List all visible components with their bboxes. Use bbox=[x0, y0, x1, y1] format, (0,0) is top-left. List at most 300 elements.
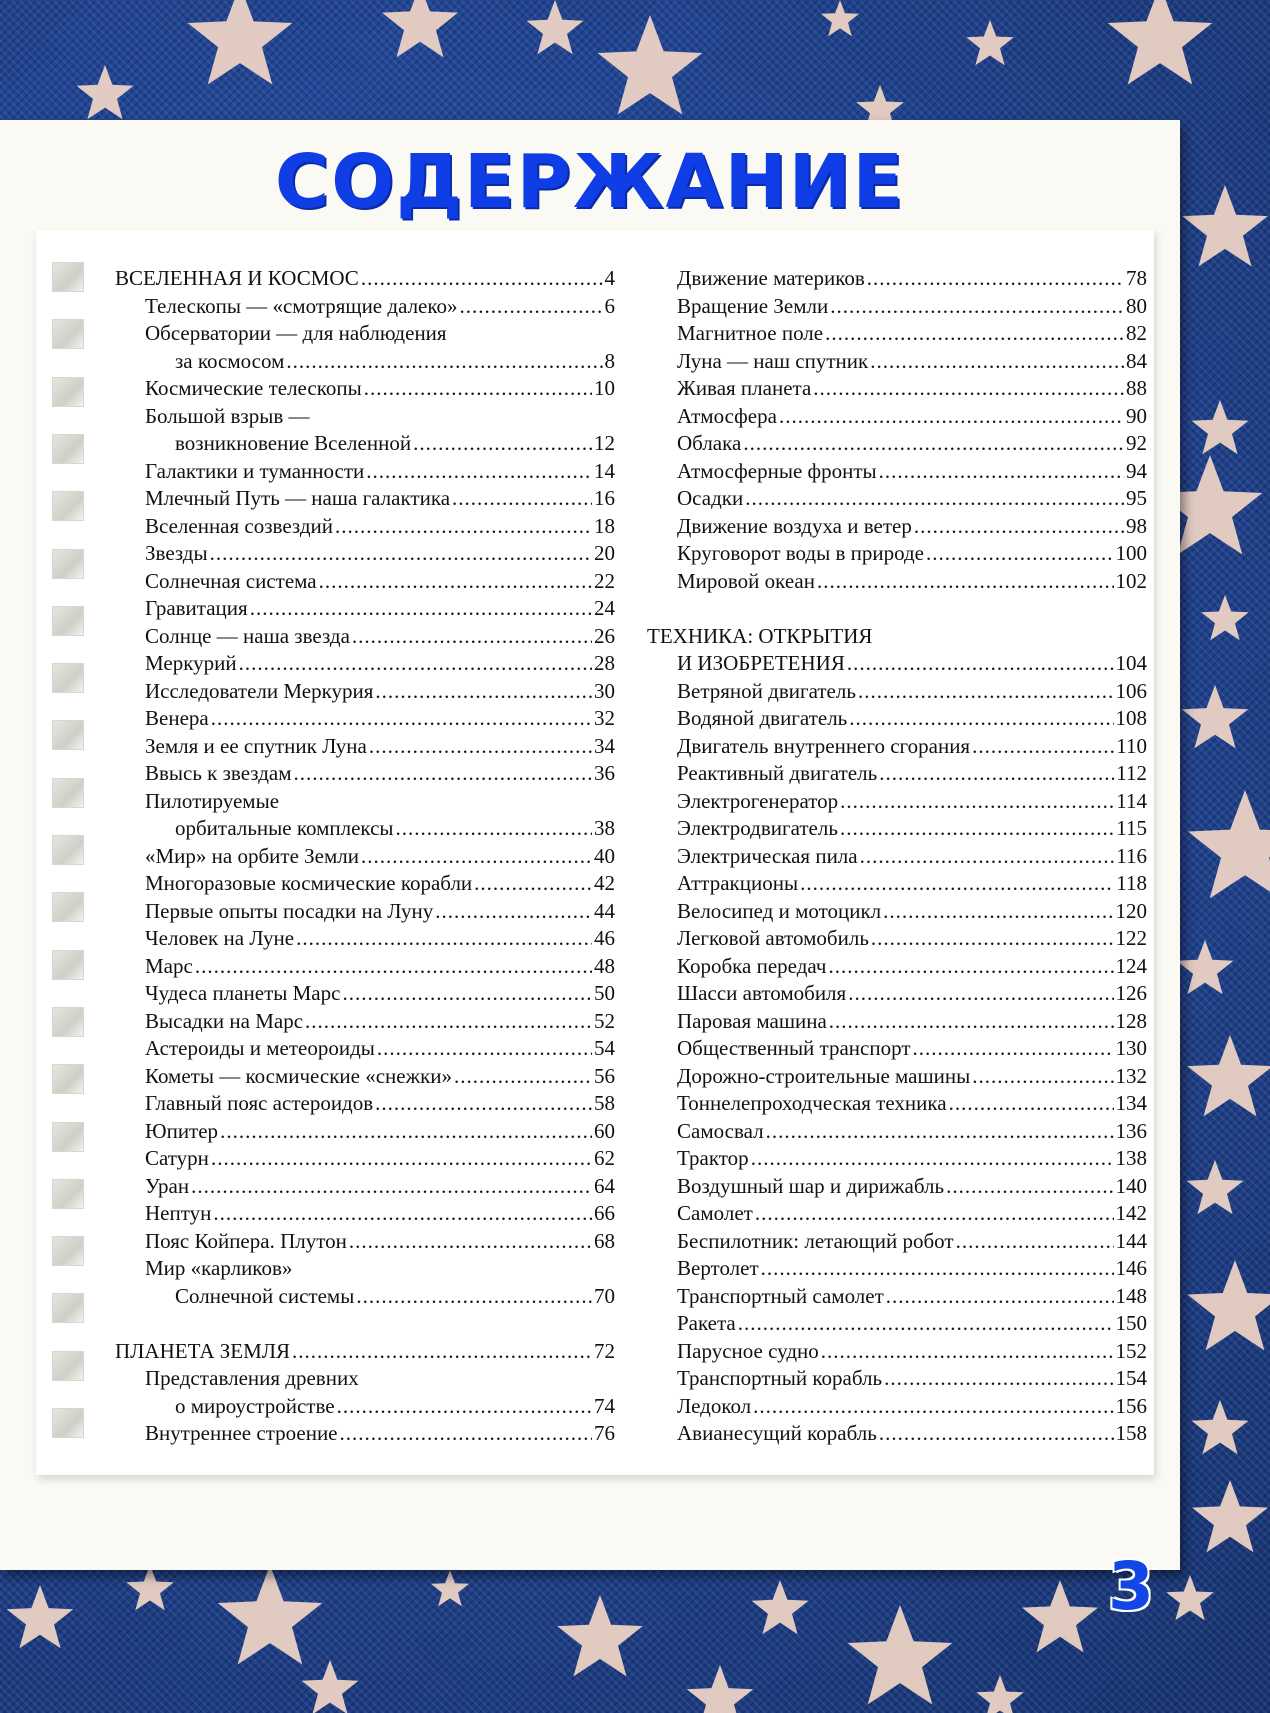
toc-entry-title: Воздушный шар и дирижабль bbox=[677, 1173, 945, 1198]
dot-leader bbox=[211, 1145, 592, 1173]
notebook-rings bbox=[52, 262, 86, 1462]
dot-leader bbox=[220, 1118, 592, 1146]
toc-entry-title: Парусное судно bbox=[677, 1338, 819, 1363]
toc-entry-title: Двигатель внутреннего сгорания bbox=[677, 733, 971, 758]
toc-page-number: 20 bbox=[594, 541, 615, 565]
ring-hole bbox=[52, 549, 84, 579]
toc-entry[interactable] bbox=[115, 1145, 615, 1173]
star-decoration bbox=[188, 0, 293, 85]
star-decoration bbox=[218, 1565, 323, 1665]
dot-leader bbox=[849, 705, 1113, 733]
dot-leader bbox=[830, 293, 1124, 321]
ring-hole bbox=[52, 491, 84, 521]
star-decoration bbox=[1192, 1400, 1249, 1454]
toc-entry[interactable] bbox=[115, 733, 615, 761]
toc-entry[interactable] bbox=[115, 843, 615, 871]
dot-leader bbox=[755, 1200, 1114, 1228]
star-decoration bbox=[1108, 0, 1213, 85]
toc-entry[interactable] bbox=[647, 980, 1147, 1008]
toc-page-number: 58 bbox=[594, 1091, 615, 1115]
star-decoration bbox=[1022, 1580, 1098, 1652]
toc-page-number: 108 bbox=[1115, 706, 1147, 730]
ring-hole bbox=[52, 950, 84, 980]
ring-hole bbox=[52, 1351, 84, 1381]
ring-hole bbox=[52, 606, 84, 636]
toc-entry[interactable] bbox=[647, 1173, 1147, 1201]
dot-leader bbox=[870, 348, 1124, 376]
toc-entry[interactable] bbox=[647, 1420, 1147, 1448]
dot-leader bbox=[766, 1118, 1114, 1146]
dot-leader bbox=[840, 815, 1114, 843]
toc-page-number: 158 bbox=[1115, 1421, 1147, 1445]
star-decoration bbox=[1187, 1160, 1244, 1214]
toc-entry-title: Вращение Земли bbox=[677, 293, 829, 318]
toc-entry[interactable] bbox=[647, 1365, 1147, 1393]
toc-entry[interactable] bbox=[115, 1365, 615, 1393]
toc-entry[interactable] bbox=[115, 513, 615, 541]
toc-page-number: 148 bbox=[1115, 1283, 1147, 1308]
toc-entry[interactable] bbox=[647, 1283, 1147, 1311]
toc-page-number: 70 bbox=[594, 1283, 615, 1308]
toc-entry[interactable] bbox=[115, 650, 615, 678]
dot-leader bbox=[879, 1420, 1114, 1448]
toc-entry[interactable] bbox=[115, 430, 615, 458]
toc-page-number: 144 bbox=[1115, 1228, 1147, 1253]
star-decoration bbox=[821, 0, 859, 36]
toc-page-number: 102 bbox=[1115, 568, 1147, 593]
toc-page-number: 26 bbox=[594, 623, 615, 648]
toc-entry-title: Электрогенератор bbox=[677, 788, 839, 813]
toc-page-number: 50 bbox=[594, 981, 615, 1005]
dot-leader bbox=[413, 430, 592, 458]
toc-page-number: 110 bbox=[1116, 733, 1147, 758]
toc-entry[interactable] bbox=[115, 1173, 615, 1201]
ring-hole bbox=[52, 1236, 84, 1266]
toc-entry[interactable] bbox=[115, 485, 615, 513]
dot-leader bbox=[286, 348, 602, 376]
toc-entry[interactable] bbox=[647, 870, 1147, 898]
toc-entry[interactable] bbox=[647, 1118, 1147, 1146]
star-decoration bbox=[1182, 685, 1249, 748]
toc-left-column bbox=[115, 265, 615, 1448]
dot-leader bbox=[886, 1283, 1114, 1311]
toc-page-number: 18 bbox=[594, 513, 615, 538]
dot-leader bbox=[779, 403, 1124, 431]
toc-entry[interactable] bbox=[115, 1420, 615, 1448]
toc-entry[interactable] bbox=[115, 568, 615, 596]
toc-entry-title: Транспортный корабль bbox=[677, 1366, 883, 1390]
toc-entry-title: Обсерватории — для наблюдения bbox=[145, 321, 447, 345]
toc-entry-title: Телескопы — «смотрящие далеко» bbox=[145, 293, 458, 318]
toc-entry-title: Легковой автомобиль bbox=[677, 926, 869, 950]
toc-entry[interactable] bbox=[647, 898, 1147, 926]
star-decoration bbox=[966, 20, 1014, 65]
toc-entry[interactable] bbox=[647, 265, 1147, 293]
toc-page-number: 40 bbox=[594, 843, 615, 868]
toc-entry-title: Ледокол bbox=[677, 1393, 752, 1418]
toc-entry-title: Электрическая пила bbox=[677, 843, 858, 868]
toc-entry[interactable] bbox=[115, 1008, 615, 1036]
ring-hole bbox=[52, 319, 84, 349]
dot-leader bbox=[860, 843, 1115, 871]
dot-leader bbox=[847, 650, 1114, 678]
toc-entry-title: Представления древних bbox=[145, 1366, 359, 1390]
dot-leader bbox=[751, 1145, 1114, 1173]
toc-page-number: 138 bbox=[1115, 1146, 1147, 1170]
toc-entry[interactable] bbox=[115, 1338, 615, 1366]
toc-entry-title: Мировой океан bbox=[677, 568, 815, 593]
toc-page-number: 116 bbox=[1116, 843, 1147, 868]
toc-page-number: 52 bbox=[594, 1008, 615, 1033]
toc-page-number: 112 bbox=[1116, 761, 1147, 785]
toc-entry-title: «Мир» на орбите Земли bbox=[145, 843, 359, 868]
ring-hole bbox=[52, 1293, 84, 1323]
toc-entry-title: Беспилотник: летающий робот bbox=[677, 1228, 954, 1253]
dot-leader bbox=[972, 1063, 1113, 1091]
toc-entry-title: Пояс Койпера. Плутон bbox=[145, 1228, 347, 1253]
toc-entry-title: Внутреннее строение bbox=[145, 1421, 338, 1445]
toc-entry[interactable] bbox=[647, 568, 1147, 596]
toc-entry[interactable] bbox=[115, 375, 615, 403]
toc-entry[interactable] bbox=[647, 815, 1147, 843]
toc-entry[interactable] bbox=[115, 980, 615, 1008]
star-decoration bbox=[1201, 595, 1249, 640]
toc-entry[interactable] bbox=[115, 815, 615, 843]
toc-entry-title: Осадки bbox=[677, 486, 744, 510]
toc-entry-title: Галактики и туманности bbox=[145, 458, 365, 483]
dot-leader bbox=[396, 815, 592, 843]
toc-entry[interactable] bbox=[115, 403, 615, 431]
ring-hole bbox=[52, 377, 84, 407]
toc-entry[interactable] bbox=[115, 320, 615, 348]
toc-entry[interactable] bbox=[647, 1145, 1147, 1173]
toc-spacer bbox=[647, 595, 1147, 623]
dot-leader bbox=[829, 1008, 1114, 1036]
toc-page-number: 100 bbox=[1115, 541, 1147, 565]
toc-entry[interactable] bbox=[647, 843, 1147, 871]
star-decoration bbox=[1192, 1480, 1268, 1552]
toc-entry[interactable] bbox=[647, 1063, 1147, 1091]
dot-leader bbox=[435, 898, 592, 926]
toc-page-number: 88 bbox=[1126, 376, 1147, 400]
dot-leader bbox=[375, 678, 592, 706]
toc-page-number: 115 bbox=[1116, 816, 1147, 840]
dot-leader bbox=[342, 980, 592, 1008]
toc-entry-title: Ветряной двигатель bbox=[677, 678, 856, 703]
toc-entry[interactable] bbox=[647, 1255, 1147, 1283]
toc-entry[interactable] bbox=[647, 1310, 1147, 1338]
toc-entry[interactable] bbox=[115, 265, 615, 293]
toc-entry-title: Чудеса планеты Марс bbox=[145, 981, 341, 1005]
toc-entry[interactable] bbox=[115, 540, 615, 568]
star-decoration bbox=[752, 1580, 809, 1634]
toc-entry[interactable] bbox=[115, 623, 615, 651]
dot-leader bbox=[211, 705, 592, 733]
toc-page-number: 8 bbox=[604, 348, 615, 373]
toc-entry[interactable] bbox=[647, 320, 1147, 348]
dot-leader bbox=[452, 485, 592, 513]
toc-entry[interactable] bbox=[115, 788, 615, 816]
toc-entry-title: Коробка передач bbox=[677, 953, 827, 978]
toc-page-number: 94 bbox=[1126, 458, 1147, 483]
toc-entry-title: Астероиды и метеороиды bbox=[145, 1036, 375, 1060]
star-decoration bbox=[1166, 1575, 1214, 1620]
toc-entry-title: Многоразовые космические корабли bbox=[145, 871, 473, 895]
toc-page-number: 24 bbox=[594, 596, 615, 620]
toc-entry[interactable] bbox=[115, 870, 615, 898]
toc-page-number: 82 bbox=[1126, 321, 1147, 345]
toc-entry[interactable] bbox=[647, 485, 1147, 513]
toc-entry[interactable] bbox=[115, 1063, 615, 1091]
toc-entry-title: Человек на Луне bbox=[145, 926, 295, 950]
toc-entry-title: Движение материков bbox=[677, 266, 865, 290]
star-decoration bbox=[382, 0, 458, 57]
toc-entry-title: Водяной двигатель bbox=[677, 706, 848, 730]
dot-leader bbox=[879, 458, 1124, 486]
toc-entry[interactable] bbox=[115, 678, 615, 706]
toc-page-number: 118 bbox=[1116, 871, 1147, 895]
toc-entry[interactable] bbox=[647, 650, 1147, 678]
toc-entry-title: Транспортный самолет bbox=[677, 1283, 884, 1308]
dot-leader bbox=[377, 1035, 592, 1063]
ring-hole bbox=[52, 663, 84, 693]
toc-entry-title: Звезды bbox=[145, 541, 208, 565]
toc-entry[interactable] bbox=[647, 1090, 1147, 1118]
toc-spacer bbox=[115, 1310, 615, 1338]
toc-entry-title: ПЛАНЕТА ЗЕМЛЯ bbox=[115, 1338, 291, 1363]
dot-leader bbox=[913, 1035, 1114, 1063]
toc-page-number: 134 bbox=[1115, 1091, 1147, 1115]
dot-leader bbox=[858, 678, 1114, 706]
toc-page-number: 72 bbox=[594, 1338, 615, 1363]
toc-page-number: 30 bbox=[594, 678, 615, 703]
toc-entry[interactable] bbox=[647, 430, 1147, 458]
star-decoration bbox=[598, 15, 703, 115]
toc-entry-title: Магнитное поле bbox=[677, 321, 824, 345]
toc-entry[interactable] bbox=[647, 348, 1147, 376]
toc-entry[interactable] bbox=[647, 293, 1147, 321]
dot-leader bbox=[871, 925, 1114, 953]
toc-entry[interactable] bbox=[115, 1035, 615, 1063]
dot-leader bbox=[761, 1255, 1114, 1283]
dot-leader bbox=[743, 430, 1124, 458]
toc-entry-title: Меркурий bbox=[145, 651, 237, 675]
toc-entry-title: Самолет bbox=[677, 1201, 753, 1225]
toc-entry-title: Уран bbox=[145, 1173, 190, 1198]
dot-leader bbox=[239, 650, 592, 678]
toc-entry-title: Высадки на Марс bbox=[145, 1008, 304, 1033]
toc-entry-title: Пилотируемые bbox=[145, 788, 280, 813]
toc-page-number: 64 bbox=[594, 1173, 615, 1198]
toc-page-number: 104 bbox=[1115, 651, 1147, 675]
toc-entry[interactable] bbox=[647, 403, 1147, 431]
dot-leader bbox=[195, 953, 592, 981]
toc-entry-title: Сатурн bbox=[145, 1146, 209, 1170]
dot-leader bbox=[375, 1090, 592, 1118]
dot-leader bbox=[883, 898, 1113, 926]
dot-leader bbox=[813, 375, 1124, 403]
dot-leader bbox=[191, 1173, 592, 1201]
toc-entry[interactable] bbox=[115, 1255, 615, 1283]
toc-entry[interactable] bbox=[115, 705, 615, 733]
toc-page-number: 84 bbox=[1126, 348, 1147, 373]
dot-leader bbox=[213, 1200, 592, 1228]
toc-right-column bbox=[647, 265, 1147, 1448]
toc-page-number: 74 bbox=[594, 1393, 615, 1418]
toc-entry-title: Солнце — наша звезда bbox=[145, 623, 350, 648]
toc-entry-title: Земля и ее спутник Луна bbox=[145, 733, 367, 758]
dot-leader bbox=[840, 788, 1114, 816]
toc-page-number: 46 bbox=[594, 926, 615, 950]
dot-leader bbox=[946, 1173, 1113, 1201]
toc-entry-title: Вертолет bbox=[677, 1256, 759, 1280]
dot-leader bbox=[294, 760, 592, 788]
toc-entry-title: о мироустройстве bbox=[175, 1393, 335, 1418]
toc-entry[interactable] bbox=[647, 1228, 1147, 1256]
toc-page-number: 32 bbox=[594, 706, 615, 730]
toc-entry-title: Аттракционы bbox=[677, 871, 799, 895]
toc-entry[interactable] bbox=[647, 1393, 1147, 1421]
toc-entry[interactable] bbox=[115, 925, 615, 953]
dot-leader bbox=[292, 1338, 592, 1366]
toc-entry[interactable] bbox=[647, 1008, 1147, 1036]
star-decoration bbox=[1177, 940, 1234, 994]
toc-entry-title: ВСЕЛЕННАЯ И КОСМОС bbox=[115, 266, 359, 290]
toc-page-number: 124 bbox=[1115, 953, 1147, 978]
toc-entry-title: Атмосфера bbox=[677, 403, 777, 428]
toc-page-number: 150 bbox=[1115, 1311, 1147, 1335]
toc-entry-title: Первые опыты посадки на Луну bbox=[145, 898, 434, 923]
toc-page-number: 76 bbox=[594, 1421, 615, 1445]
toc-entry[interactable] bbox=[647, 705, 1147, 733]
toc-page-number: 136 bbox=[1115, 1118, 1147, 1143]
toc-entry[interactable] bbox=[115, 1393, 615, 1421]
toc-entry-title: Авианесущий корабль bbox=[677, 1421, 877, 1445]
toc-entry-title: Мир «карликов» bbox=[145, 1256, 293, 1280]
toc-entry-title: Трактор bbox=[677, 1146, 749, 1170]
toc-entry[interactable] bbox=[115, 1200, 615, 1228]
toc-entry[interactable] bbox=[115, 595, 615, 623]
toc-entry[interactable] bbox=[115, 760, 615, 788]
star-decoration bbox=[848, 1605, 953, 1705]
toc-page-number: 140 bbox=[1115, 1173, 1147, 1198]
toc-entry-title: Велосипед и мотоцикл bbox=[677, 898, 882, 923]
toc-entry[interactable] bbox=[647, 623, 1147, 651]
star-decoration bbox=[302, 1660, 359, 1713]
page-title: СОДЕРЖАНИЕ bbox=[274, 139, 906, 225]
star-decoration bbox=[557, 1595, 643, 1676]
toc-entry[interactable] bbox=[647, 458, 1147, 486]
ring-hole bbox=[52, 1179, 84, 1209]
toc-entry[interactable] bbox=[647, 1200, 1147, 1228]
toc-entry-title: Живая планета bbox=[677, 376, 812, 400]
dot-leader bbox=[349, 1228, 592, 1256]
toc-entry-title: Реактивный двигатель bbox=[677, 761, 878, 785]
toc-entry[interactable] bbox=[115, 898, 615, 926]
toc-page-number: 78 bbox=[1126, 266, 1147, 290]
dot-leader bbox=[335, 513, 592, 541]
toc-entry[interactable] bbox=[115, 1283, 615, 1311]
toc-page-number: 66 bbox=[594, 1201, 615, 1225]
toc-entry-title: Гравитация bbox=[145, 596, 248, 620]
toc-page-number: 126 bbox=[1115, 981, 1147, 1005]
toc-entry[interactable] bbox=[115, 1090, 615, 1118]
toc-entry-title: орбитальные комплексы bbox=[175, 816, 394, 840]
toc-entry[interactable] bbox=[115, 1228, 615, 1256]
dot-leader bbox=[366, 458, 592, 486]
toc-entry-title: Главный пояс астероидов bbox=[145, 1091, 374, 1115]
toc-entry[interactable] bbox=[647, 1338, 1147, 1366]
star-decoration bbox=[126, 1565, 174, 1610]
dot-leader bbox=[914, 513, 1124, 541]
star-decoration bbox=[527, 0, 584, 54]
toc-entry[interactable] bbox=[115, 458, 615, 486]
toc-page-number: 98 bbox=[1126, 513, 1147, 538]
toc-entry[interactable] bbox=[647, 760, 1147, 788]
toc-entry[interactable] bbox=[647, 540, 1147, 568]
toc-entry[interactable] bbox=[647, 788, 1147, 816]
dot-leader bbox=[361, 843, 592, 871]
dot-leader bbox=[817, 568, 1114, 596]
toc-page-number: 14 bbox=[594, 458, 615, 483]
toc-page-number: 60 bbox=[594, 1118, 615, 1143]
toc-page-number: 62 bbox=[594, 1146, 615, 1170]
toc-entry[interactable] bbox=[647, 953, 1147, 981]
dot-leader bbox=[884, 1365, 1113, 1393]
toc-page-number: 106 bbox=[1115, 678, 1147, 703]
toc-page-number: 128 bbox=[1115, 1008, 1147, 1033]
toc-entry[interactable] bbox=[647, 1035, 1147, 1063]
toc-entry[interactable] bbox=[647, 678, 1147, 706]
star-decoration bbox=[687, 1665, 754, 1713]
dot-leader bbox=[821, 1338, 1114, 1366]
toc-entry[interactable] bbox=[647, 513, 1147, 541]
toc-page-number: 146 bbox=[1115, 1256, 1147, 1280]
toc-entry[interactable] bbox=[115, 1118, 615, 1146]
star-decoration bbox=[1187, 1035, 1270, 1116]
dot-leader bbox=[745, 485, 1124, 513]
toc-page-number: 34 bbox=[594, 733, 615, 758]
toc-entry-title: Атмосферные фронты bbox=[677, 458, 877, 483]
star-decoration bbox=[7, 1585, 74, 1648]
toc-entry[interactable] bbox=[115, 953, 615, 981]
dot-leader bbox=[867, 265, 1124, 293]
toc-entry-title: Марс bbox=[145, 953, 193, 978]
toc-entry[interactable] bbox=[647, 733, 1147, 761]
toc-entry[interactable] bbox=[115, 293, 615, 321]
toc-page-number: 22 bbox=[594, 568, 615, 593]
toc-entry-title: Исследователи Меркурия bbox=[145, 678, 374, 703]
toc-entry-title: Солнечная система bbox=[145, 568, 317, 593]
page-number: 3 bbox=[1108, 1548, 1154, 1625]
toc-entry[interactable] bbox=[647, 925, 1147, 953]
dot-leader bbox=[369, 733, 592, 761]
star-decoration bbox=[431, 1570, 469, 1606]
toc-entry[interactable] bbox=[115, 348, 615, 376]
toc-entry-title: Движение воздуха и ветер bbox=[677, 513, 912, 538]
dot-leader bbox=[337, 1393, 592, 1421]
ring-hole bbox=[52, 1122, 84, 1152]
toc-entry-title: Луна — наш спутник bbox=[677, 348, 869, 373]
toc-entry[interactable] bbox=[647, 375, 1147, 403]
toc-page-number: 68 bbox=[594, 1228, 615, 1253]
toc-entry-title: Ввысь к звездам bbox=[145, 761, 292, 785]
toc-page-number: 16 bbox=[594, 486, 615, 510]
dot-leader bbox=[972, 733, 1114, 761]
toc-entry-title: Тоннелепроходческая техника bbox=[677, 1091, 947, 1115]
toc-page-number: 44 bbox=[594, 898, 615, 923]
toc-page-number: 92 bbox=[1126, 431, 1147, 455]
